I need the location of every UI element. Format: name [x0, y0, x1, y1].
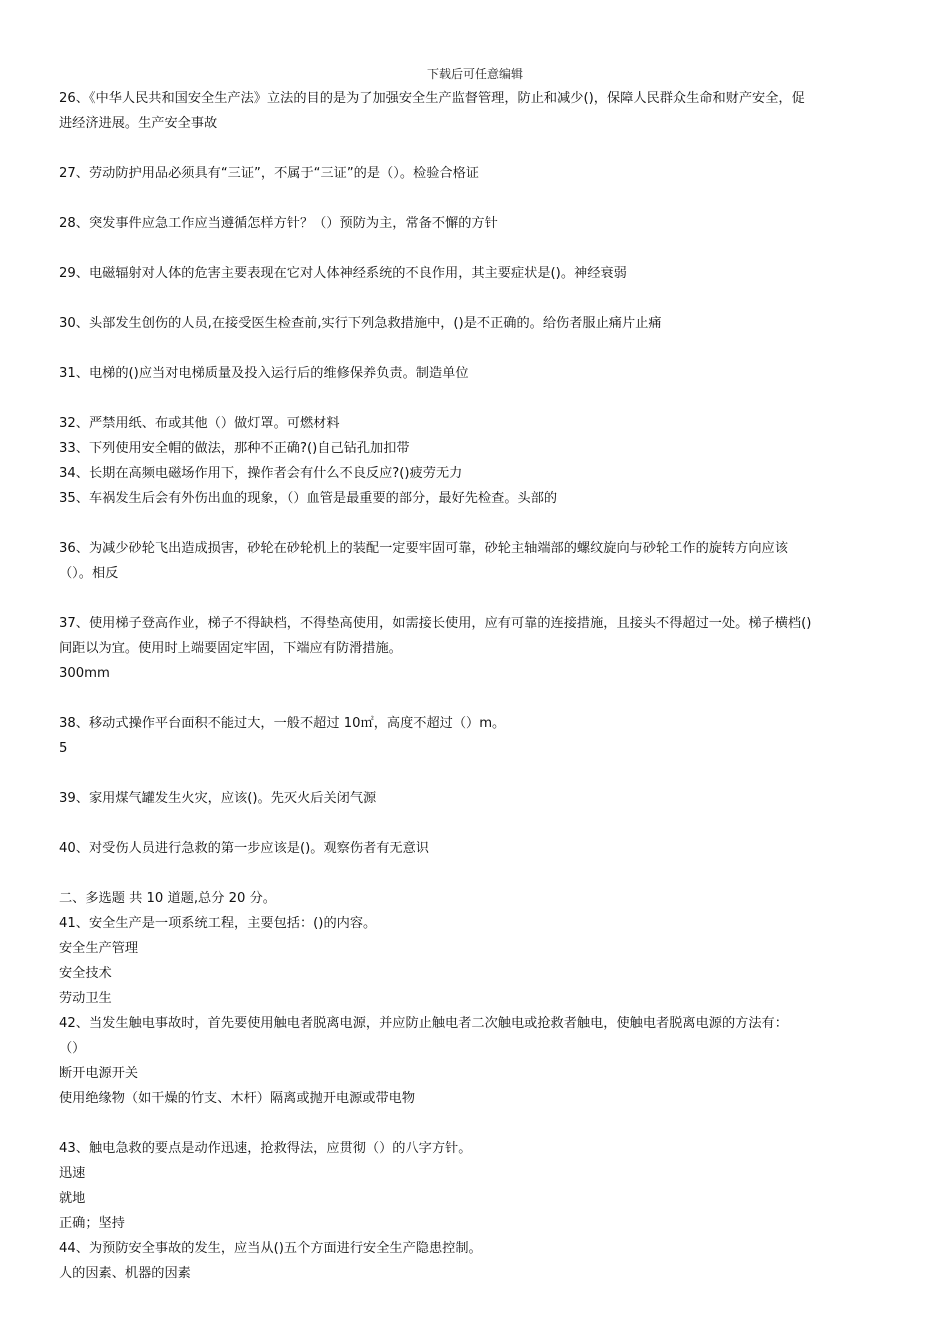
- page-header: 下载后可任意编辑: [426, 67, 523, 81]
- text-line: （）。相反: [59, 566, 119, 581]
- text-line: 迅速: [59, 1166, 86, 1181]
- document-content: [59, 86, 884, 1286]
- blank-line: [59, 386, 884, 411]
- text-line: 34、长期在高频电磁场作用下，操作者会有什么不良反应?()疲劳无力: [59, 466, 463, 481]
- blank-line: [59, 586, 884, 611]
- text-line: 使用绝缘物（如干燥的竹支、木杆）隔离或抛开电源或带电物: [59, 1091, 416, 1106]
- text-line: （）: [59, 1041, 86, 1056]
- text-line: 5: [59, 741, 68, 756]
- text-line: 43、触电急救的要点是动作迅速，抢救得法，应贯彻（）的八字方针。: [59, 1141, 472, 1156]
- text-line: 42、当发生触电事故时，首先要使用触电者脱离电源，并应防止触电者二次触电或抢救者触电，使触电者脱离电源的方法有：: [59, 1016, 788, 1031]
- text-line: 44、为预防安全事故的发生，应当从()五个方面进行安全生产隐患控制。: [59, 1241, 482, 1256]
- text-line: 进经济进展。生产安全事故: [59, 116, 218, 131]
- text-line: 36、为减少砂轮飞出造成损害，砂轮在砂轮机上的装配一定要牢固可靠，砂轮主轴端部的螺纹旋向与砂轮工作的旋转方向应该: [59, 541, 788, 556]
- text-line: 劳动卫生: [59, 991, 112, 1006]
- text-line: 32、严禁用纸、布或其他（）做灯罩。可燃材料: [59, 416, 340, 431]
- blank-line: [59, 511, 884, 536]
- blank-line: [59, 236, 884, 261]
- blank-line: [59, 286, 884, 311]
- blank-line: [59, 186, 884, 211]
- text-line: 29、电磁辐射对人体的危害主要表现在它对人体神经系统的不良作用，其主要症状是()。神经衰弱: [59, 266, 627, 281]
- text-line: 30、头部发生创伤的人员,在接受医生检查前,实行下列急救措施中，()是不正确的。给伤者服止痛片止痛: [59, 316, 662, 331]
- blank-line: [59, 336, 884, 361]
- blank-line: [59, 686, 884, 711]
- text-line: 40、对受伤人员进行急救的第一步应该是()。观察伤者有无意识: [59, 841, 429, 856]
- text-line: 35、车祸发生后会有外伤出血的现象，（）血管是最重要的部分，最好先检查。头部的: [59, 491, 558, 506]
- text-line: 安全生产管理: [59, 941, 139, 956]
- text-line: 26、《中华人民共和国安全生产法》立法的目的是为了加强安全生产监督管理，防止和减少()，保障人民群众生命和财产安全，促: [59, 91, 805, 106]
- text-line: 安全技术: [59, 966, 112, 981]
- text-line: 二、多选题 共 10 道题,总分 20 分。: [59, 891, 276, 906]
- text-line: 就地: [59, 1191, 86, 1206]
- text-line: 300mm: [59, 666, 110, 681]
- text-line: 31、电梯的()应当对电梯质量及投入运行后的维修保养负责。制造单位: [59, 366, 469, 381]
- text-line: 37、使用梯子登高作业，梯子不得缺档，不得垫高使用，如需接长使用，应有可靠的连接措施，且接头不得超过一处。梯子横档(): [59, 616, 812, 631]
- text-line: 间距以为宜。使用时上端要固定牢固，下端应有防滑措施。: [59, 641, 402, 656]
- blank-line: [59, 811, 884, 836]
- blank-line: [59, 761, 884, 786]
- text-line: 28、突发事件应急工作应当遵循怎样方针？（）预防为主，常备不懈的方针: [59, 216, 498, 231]
- blank-line: [59, 136, 884, 161]
- text-line: 人的因素、机器的因素: [59, 1266, 191, 1281]
- text-line: 41、安全生产是一项系统工程，主要包括：()的内容。: [59, 916, 377, 931]
- blank-line: [59, 1111, 884, 1136]
- text-line: 39、家用煤气罐发生火灾，应该()。先灭火后关闭气源: [59, 791, 377, 806]
- text-line: 断开电源开关: [59, 1066, 139, 1081]
- text-line: 33、下列使用安全帽的做法，那种不正确?()自己钻孔加扣带: [59, 441, 410, 456]
- text-line: 正确；坚持: [59, 1216, 125, 1231]
- text-line: 38、移动式操作平台面积不能过大，一般不超过 10㎡，高度不超过（）m。: [59, 716, 506, 731]
- text-line: 27、劳动防护用品必须具有“三证”，不属于“三证”的是（）。检验合格证: [59, 166, 479, 181]
- blank-line: [59, 861, 884, 886]
